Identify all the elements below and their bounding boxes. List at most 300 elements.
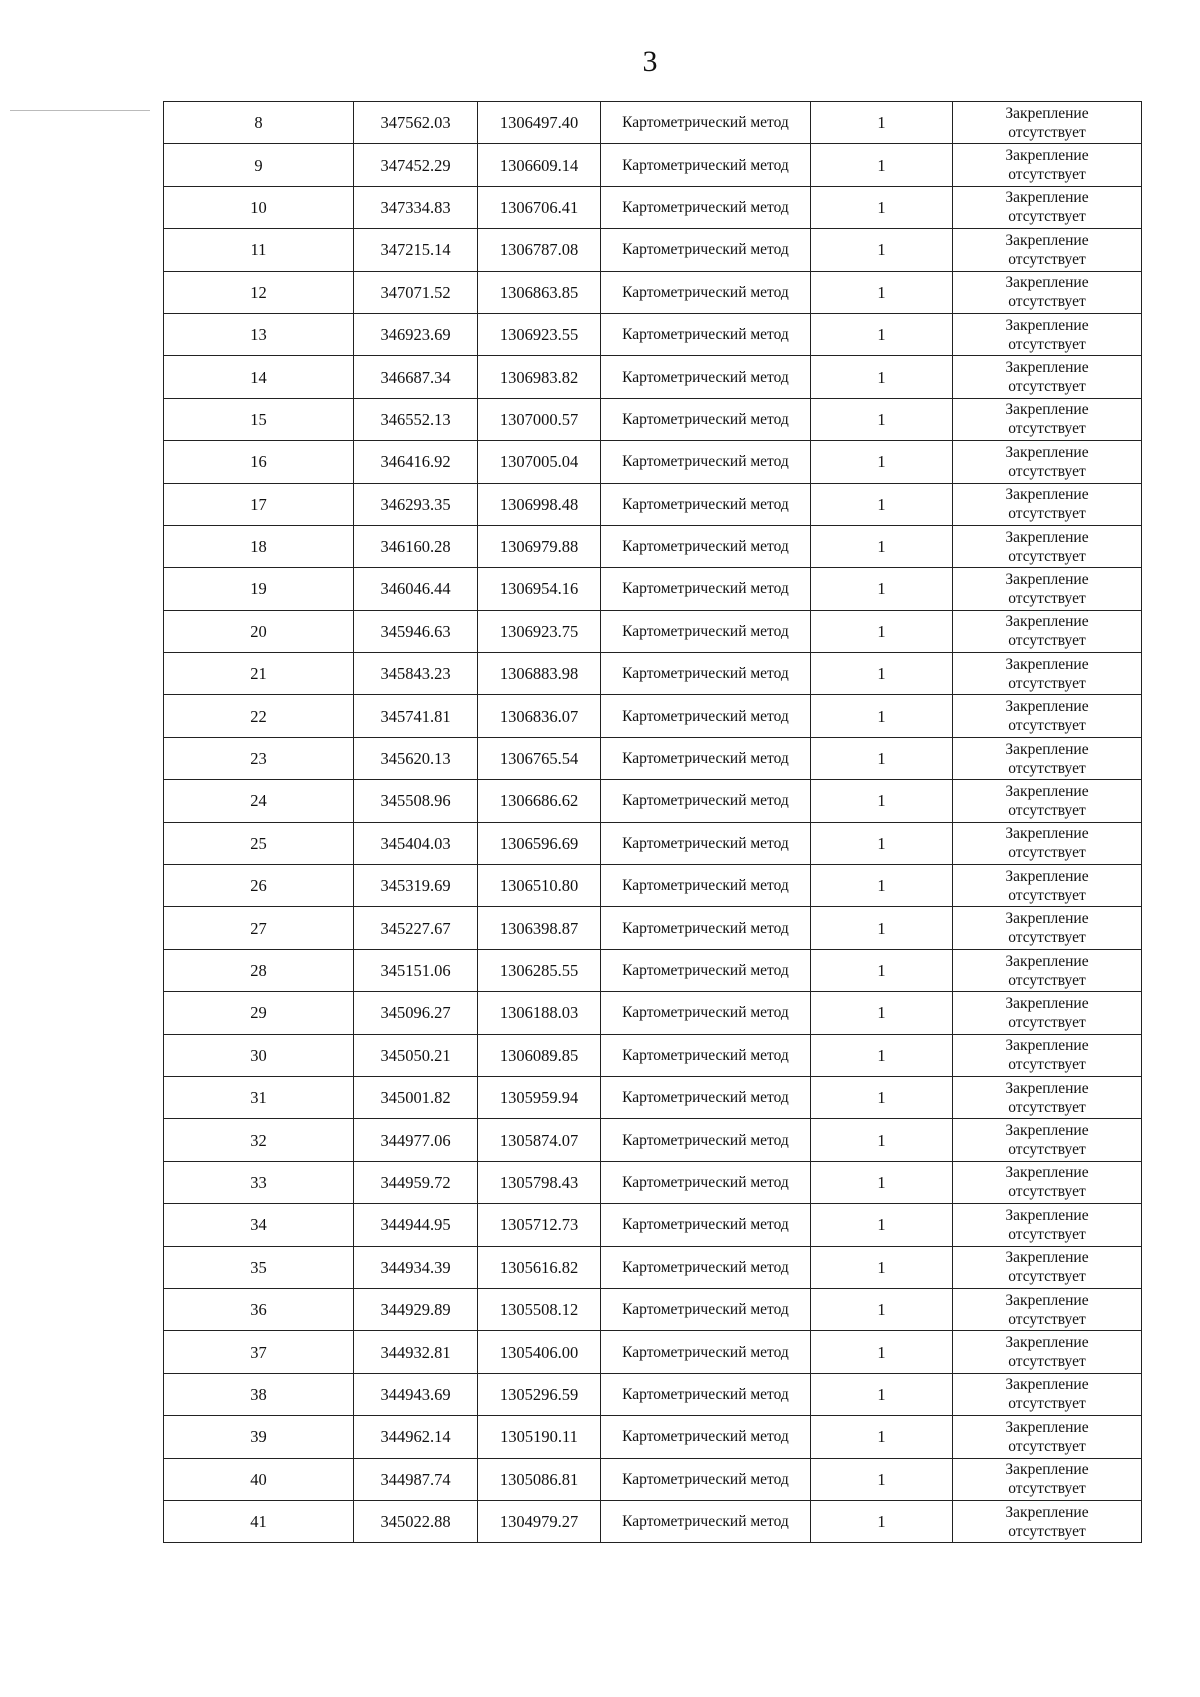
- coordinate-y-cell: 1306983.82: [478, 356, 601, 398]
- coordinate-y-cell: 1307000.57: [478, 398, 601, 440]
- accuracy-cell: 1: [811, 1161, 953, 1203]
- table-row: [164, 780, 1142, 822]
- coordinate-x-cell: 344929.89: [354, 1288, 478, 1330]
- fixation-cell: [953, 144, 1142, 186]
- fixation-text-line: Закрепление: [1005, 443, 1089, 461]
- point-number-cell: 27: [164, 907, 354, 949]
- coordinate-x-cell: 345050.21: [354, 1034, 478, 1076]
- accuracy-cell: 1: [811, 313, 953, 355]
- point-number-cell: 11: [164, 229, 354, 271]
- coordinate-x-cell: 345151.06: [354, 949, 478, 991]
- fixation-text-line: отсутствует: [1008, 1480, 1086, 1498]
- accuracy-cell: 1: [811, 992, 953, 1034]
- accuracy-cell: 1: [811, 695, 953, 737]
- coordinate-x-cell: 347215.14: [354, 229, 478, 271]
- coordinate-x-cell: 344977.06: [354, 1119, 478, 1161]
- fixation-text-line: отсутствует: [1008, 293, 1086, 311]
- coordinate-x-cell: 347562.03: [354, 102, 478, 144]
- table-row: [164, 865, 1142, 907]
- table-row: [164, 356, 1142, 398]
- fixation-text-line: Закрепление: [1005, 316, 1089, 334]
- accuracy-cell: 1: [811, 1458, 953, 1500]
- fixation-cell: [953, 313, 1142, 355]
- coordinate-y-cell: 1306836.07: [478, 695, 601, 737]
- fixation-text-line: Закрепление: [1005, 994, 1089, 1012]
- fixation-cell: [953, 1331, 1142, 1373]
- method-cell: Картометрический метод: [601, 1331, 811, 1373]
- table-row: [164, 1458, 1142, 1500]
- fixation-text-line: отсутствует: [1008, 929, 1086, 947]
- coordinate-x-cell: 346552.13: [354, 398, 478, 440]
- point-number-cell: 18: [164, 525, 354, 567]
- method-cell: Картометрический метод: [601, 865, 811, 907]
- coordinate-x-cell: 345620.13: [354, 737, 478, 779]
- coordinate-y-cell: 1305874.07: [478, 1119, 601, 1161]
- table-row: [164, 1161, 1142, 1203]
- table-row: [164, 1500, 1142, 1542]
- point-number-cell: 15: [164, 398, 354, 440]
- fixation-text-line: отсутствует: [1008, 166, 1086, 184]
- table-row: [164, 144, 1142, 186]
- fixation-cell: [953, 907, 1142, 949]
- method-cell: Картометрический метод: [601, 780, 811, 822]
- fixation-cell: [953, 1246, 1142, 1288]
- point-number-cell: 35: [164, 1246, 354, 1288]
- point-number-cell: 28: [164, 949, 354, 991]
- point-number-cell: 38: [164, 1373, 354, 1415]
- scan-artifact-line: [10, 110, 150, 111]
- fixation-text-line: Закрепление: [1005, 655, 1089, 673]
- method-cell: Картометрический метод: [601, 1034, 811, 1076]
- point-number-cell: 41: [164, 1500, 354, 1542]
- fixation-text-line: Закрепление: [1005, 867, 1089, 885]
- coordinate-y-cell: 1305086.81: [478, 1458, 601, 1500]
- boundary-points-table: [163, 101, 1142, 1543]
- coordinate-y-cell: 1306954.16: [478, 568, 601, 610]
- coordinate-y-cell: 1305406.00: [478, 1331, 601, 1373]
- accuracy-cell: 1: [811, 356, 953, 398]
- method-cell: Картометрический метод: [601, 992, 811, 1034]
- accuracy-cell: 1: [811, 1288, 953, 1330]
- point-number-cell: 21: [164, 653, 354, 695]
- fixation-text-line: отсутствует: [1008, 1395, 1086, 1413]
- point-number-cell: 19: [164, 568, 354, 610]
- fixation-text-line: Закрепление: [1005, 1164, 1089, 1182]
- method-cell: Картометрический метод: [601, 737, 811, 779]
- coordinate-x-cell: 346923.69: [354, 313, 478, 355]
- fixation-text-line: отсутствует: [1008, 589, 1086, 607]
- coordinate-x-cell: 345843.23: [354, 653, 478, 695]
- accuracy-cell: 1: [811, 1034, 953, 1076]
- fixation-cell: [953, 949, 1142, 991]
- fixation-text-line: Закрепление: [1005, 698, 1089, 716]
- coordinate-x-cell: 347452.29: [354, 144, 478, 186]
- coordinate-x-cell: 345741.81: [354, 695, 478, 737]
- accuracy-cell: 1: [811, 1500, 953, 1542]
- table-body: [164, 102, 1142, 1543]
- fixation-cell: [953, 525, 1142, 567]
- accuracy-cell: 1: [811, 398, 953, 440]
- coordinate-x-cell: 345404.03: [354, 822, 478, 864]
- fixation-cell: [953, 1458, 1142, 1500]
- fixation-text-line: отсутствует: [1008, 1098, 1086, 1116]
- fixation-cell: [953, 1373, 1142, 1415]
- table-row: [164, 525, 1142, 567]
- fixation-text-line: отсутствует: [1008, 1141, 1086, 1159]
- point-number-cell: 37: [164, 1331, 354, 1373]
- coordinate-x-cell: 345227.67: [354, 907, 478, 949]
- accuracy-cell: 1: [811, 949, 953, 991]
- point-number-cell: 9: [164, 144, 354, 186]
- method-cell: Картометрический метод: [601, 356, 811, 398]
- point-number-cell: 40: [164, 1458, 354, 1500]
- fixation-cell: [953, 441, 1142, 483]
- method-cell: Картометрический метод: [601, 271, 811, 313]
- fixation-text-line: Закрепление: [1005, 613, 1089, 631]
- fixation-cell: [953, 229, 1142, 271]
- point-number-cell: 31: [164, 1076, 354, 1118]
- page-number: 3: [642, 45, 658, 78]
- method-cell: Картометрический метод: [601, 822, 811, 864]
- fixation-text-line: отсутствует: [1008, 1310, 1086, 1328]
- coordinate-x-cell: 346416.92: [354, 441, 478, 483]
- fixation-text-line: отсутствует: [1008, 335, 1086, 353]
- coordinate-y-cell: 1305959.94: [478, 1076, 601, 1118]
- fixation-text-line: отсутствует: [1008, 1437, 1086, 1455]
- fixation-text-line: Закрепление: [1005, 1122, 1089, 1140]
- coordinate-y-cell: 1306979.88: [478, 525, 601, 567]
- accuracy-cell: 1: [811, 865, 953, 907]
- point-number-cell: 20: [164, 610, 354, 652]
- fixation-text-line: Закрепление: [1005, 1249, 1089, 1267]
- fixation-text-line: Закрепление: [1005, 1334, 1089, 1352]
- point-number-cell: 32: [164, 1119, 354, 1161]
- accuracy-cell: 1: [811, 610, 953, 652]
- table-row: [164, 695, 1142, 737]
- fixation-text-line: отсутствует: [1008, 420, 1086, 438]
- fixation-cell: [953, 822, 1142, 864]
- coordinate-y-cell: 1306998.48: [478, 483, 601, 525]
- fixation-cell: [953, 102, 1142, 144]
- coordinate-x-cell: 344944.95: [354, 1204, 478, 1246]
- fixation-cell: [953, 186, 1142, 228]
- point-number-cell: 34: [164, 1204, 354, 1246]
- method-cell: Картометрический метод: [601, 1246, 811, 1288]
- fixation-text-line: Закрепление: [1005, 952, 1089, 970]
- method-cell: Картометрический метод: [601, 229, 811, 271]
- fixation-text-line: отсутствует: [1008, 971, 1086, 989]
- coordinate-y-cell: 1305712.73: [478, 1204, 601, 1246]
- accuracy-cell: 1: [811, 1373, 953, 1415]
- coordinate-y-cell: 1305296.59: [478, 1373, 601, 1415]
- table-row: [164, 610, 1142, 652]
- fixation-text-line: Закрепление: [1005, 740, 1089, 758]
- accuracy-cell: 1: [811, 653, 953, 695]
- fixation-text-line: Закрепление: [1005, 104, 1089, 122]
- coordinate-y-cell: 1305798.43: [478, 1161, 601, 1203]
- coordinate-y-cell: 1304979.27: [478, 1500, 601, 1542]
- fixation-text-line: отсутствует: [1008, 505, 1086, 523]
- point-number-cell: 25: [164, 822, 354, 864]
- fixation-text-line: отсутствует: [1008, 674, 1086, 692]
- coordinate-x-cell: 345001.82: [354, 1076, 478, 1118]
- fixation-cell: [953, 653, 1142, 695]
- fixation-cell: [953, 610, 1142, 652]
- accuracy-cell: 1: [811, 1076, 953, 1118]
- point-number-cell: 10: [164, 186, 354, 228]
- fixation-text-line: Закрепление: [1005, 274, 1089, 292]
- fixation-text-line: отсутствует: [1008, 801, 1086, 819]
- coordinate-x-cell: 344934.39: [354, 1246, 478, 1288]
- fixation-text-line: Закрепление: [1005, 910, 1089, 928]
- coordinate-x-cell: 346160.28: [354, 525, 478, 567]
- coordinate-y-cell: 1305190.11: [478, 1416, 601, 1458]
- method-cell: Картометрический метод: [601, 1161, 811, 1203]
- fixation-text-line: Закрепление: [1005, 1418, 1089, 1436]
- fixation-text-line: отсутствует: [1008, 547, 1086, 565]
- accuracy-cell: 1: [811, 568, 953, 610]
- table-row: [164, 568, 1142, 610]
- fixation-cell: [953, 737, 1142, 779]
- table-row: [164, 1331, 1142, 1373]
- point-number-cell: 29: [164, 992, 354, 1034]
- fixation-cell: [953, 398, 1142, 440]
- coordinate-x-cell: 344959.72: [354, 1161, 478, 1203]
- accuracy-cell: 1: [811, 737, 953, 779]
- point-number-cell: 22: [164, 695, 354, 737]
- fixation-cell: [953, 1034, 1142, 1076]
- coordinate-x-cell: 344943.69: [354, 1373, 478, 1415]
- fixation-text-line: отсутствует: [1008, 1056, 1086, 1074]
- table-row: [164, 1119, 1142, 1161]
- method-cell: Картометрический метод: [601, 1373, 811, 1415]
- point-number-cell: 30: [164, 1034, 354, 1076]
- accuracy-cell: 1: [811, 1331, 953, 1373]
- accuracy-cell: 1: [811, 1204, 953, 1246]
- coordinate-y-cell: 1306863.85: [478, 271, 601, 313]
- coordinate-y-cell: 1306706.41: [478, 186, 601, 228]
- fixation-text-line: Закрепление: [1005, 359, 1089, 377]
- coordinate-y-cell: 1306609.14: [478, 144, 601, 186]
- table-row: [164, 271, 1142, 313]
- fixation-text-line: Закрепление: [1005, 1461, 1089, 1479]
- table-row: [164, 186, 1142, 228]
- method-cell: Картометрический метод: [601, 1500, 811, 1542]
- coordinate-y-cell: 1306089.85: [478, 1034, 601, 1076]
- fixation-text-line: отсутствует: [1008, 886, 1086, 904]
- coordinate-x-cell: 347071.52: [354, 271, 478, 313]
- table-row: [164, 1246, 1142, 1288]
- coordinate-x-cell: 346687.34: [354, 356, 478, 398]
- table-row: [164, 102, 1142, 144]
- point-number-cell: 24: [164, 780, 354, 822]
- table-row: [164, 1076, 1142, 1118]
- fixation-text-line: Закрепление: [1005, 231, 1089, 249]
- point-number-cell: 12: [164, 271, 354, 313]
- method-cell: Картометрический метод: [601, 313, 811, 355]
- fixation-text-line: Закрепление: [1005, 825, 1089, 843]
- fixation-text-line: Закрепление: [1005, 1037, 1089, 1055]
- coordinate-y-cell: 1306188.03: [478, 992, 601, 1034]
- method-cell: Картометрический метод: [601, 695, 811, 737]
- fixation-text-line: Закрепление: [1005, 401, 1089, 419]
- fixation-cell: [953, 1204, 1142, 1246]
- table-row: [164, 822, 1142, 864]
- fixation-text-line: Закрепление: [1005, 1376, 1089, 1394]
- fixation-cell: [953, 992, 1142, 1034]
- fixation-text-line: отсутствует: [1008, 1013, 1086, 1031]
- coordinate-x-cell: 345508.96: [354, 780, 478, 822]
- fixation-cell: [953, 865, 1142, 907]
- method-cell: Картометрический метод: [601, 483, 811, 525]
- table-row: [164, 653, 1142, 695]
- method-cell: Картометрический метод: [601, 398, 811, 440]
- coordinate-y-cell: 1306285.55: [478, 949, 601, 991]
- accuracy-cell: 1: [811, 186, 953, 228]
- point-number-cell: 14: [164, 356, 354, 398]
- table-row: [164, 1204, 1142, 1246]
- method-cell: Картометрический метод: [601, 1204, 811, 1246]
- coordinate-x-cell: 346046.44: [354, 568, 478, 610]
- coordinate-y-cell: 1306497.40: [478, 102, 601, 144]
- fixation-cell: [953, 1416, 1142, 1458]
- coordinate-x-cell: 345096.27: [354, 992, 478, 1034]
- method-cell: Картометрический метод: [601, 1076, 811, 1118]
- coordinate-x-cell: 344987.74: [354, 1458, 478, 1500]
- accuracy-cell: 1: [811, 229, 953, 271]
- fixation-text-line: отсутствует: [1008, 717, 1086, 735]
- table-row: [164, 229, 1142, 271]
- coordinate-x-cell: 347334.83: [354, 186, 478, 228]
- method-cell: Картометрический метод: [601, 102, 811, 144]
- coordinate-x-cell: 345946.63: [354, 610, 478, 652]
- point-number-cell: 39: [164, 1416, 354, 1458]
- fixation-cell: [953, 356, 1142, 398]
- coordinate-y-cell: 1307005.04: [478, 441, 601, 483]
- fixation-text-line: отсутствует: [1008, 632, 1086, 650]
- method-cell: Картометрический метод: [601, 1416, 811, 1458]
- fixation-text-line: отсутствует: [1008, 1183, 1086, 1201]
- accuracy-cell: 1: [811, 102, 953, 144]
- fixation-cell: [953, 1288, 1142, 1330]
- coordinate-y-cell: 1306923.75: [478, 610, 601, 652]
- method-cell: Картометрический метод: [601, 1458, 811, 1500]
- accuracy-cell: 1: [811, 525, 953, 567]
- fixation-cell: [953, 1161, 1142, 1203]
- fixation-text-line: отсутствует: [1008, 1268, 1086, 1286]
- method-cell: Картометрический метод: [601, 144, 811, 186]
- coordinate-y-cell: 1306787.08: [478, 229, 601, 271]
- coordinate-y-cell: 1306923.55: [478, 313, 601, 355]
- fixation-text-line: отсутствует: [1008, 208, 1086, 226]
- coordinate-x-cell: 345319.69: [354, 865, 478, 907]
- method-cell: Картометрический метод: [601, 1288, 811, 1330]
- method-cell: Картометрический метод: [601, 610, 811, 652]
- fixation-text-line: Закрепление: [1005, 1291, 1089, 1309]
- point-number-cell: 33: [164, 1161, 354, 1203]
- table-row: [164, 1288, 1142, 1330]
- fixation-cell: [953, 1119, 1142, 1161]
- accuracy-cell: 1: [811, 822, 953, 864]
- table-row: [164, 992, 1142, 1034]
- fixation-text-line: отсутствует: [1008, 759, 1086, 777]
- coordinate-y-cell: 1306398.87: [478, 907, 601, 949]
- table-row: [164, 1034, 1142, 1076]
- fixation-text-line: Закрепление: [1005, 1503, 1089, 1521]
- method-cell: Картометрический метод: [601, 525, 811, 567]
- accuracy-cell: 1: [811, 441, 953, 483]
- accuracy-cell: 1: [811, 271, 953, 313]
- method-cell: Картометрический метод: [601, 907, 811, 949]
- coordinate-y-cell: 1306883.98: [478, 653, 601, 695]
- accuracy-cell: 1: [811, 483, 953, 525]
- fixation-text-line: отсутствует: [1008, 250, 1086, 268]
- point-number-cell: 23: [164, 737, 354, 779]
- method-cell: Картометрический метод: [601, 653, 811, 695]
- fixation-text-line: отсутствует: [1008, 123, 1086, 141]
- fixation-text-line: Закрепление: [1005, 1206, 1089, 1224]
- coordinate-y-cell: 1306686.62: [478, 780, 601, 822]
- fixation-text-line: Закрепление: [1005, 147, 1089, 165]
- fixation-text-line: Закрепление: [1005, 189, 1089, 207]
- accuracy-cell: 1: [811, 1246, 953, 1288]
- fixation-text-line: Закрепление: [1005, 1079, 1089, 1097]
- point-number-cell: 13: [164, 313, 354, 355]
- coordinate-y-cell: 1306510.80: [478, 865, 601, 907]
- point-number-cell: 16: [164, 441, 354, 483]
- method-cell: Картометрический метод: [601, 186, 811, 228]
- fixation-text-line: отсутствует: [1008, 1225, 1086, 1243]
- fixation-cell: [953, 695, 1142, 737]
- coordinate-y-cell: 1305508.12: [478, 1288, 601, 1330]
- accuracy-cell: 1: [811, 144, 953, 186]
- coordinate-x-cell: 344962.14: [354, 1416, 478, 1458]
- table-row: [164, 737, 1142, 779]
- fixation-text-line: Закрепление: [1005, 528, 1089, 546]
- method-cell: Картометрический метод: [601, 949, 811, 991]
- table-row: [164, 313, 1142, 355]
- method-cell: Картометрический метод: [601, 1119, 811, 1161]
- fixation-cell: [953, 568, 1142, 610]
- accuracy-cell: 1: [811, 780, 953, 822]
- fixation-text-line: Закрепление: [1005, 782, 1089, 800]
- coordinate-x-cell: 344932.81: [354, 1331, 478, 1373]
- fixation-text-line: Закрепление: [1005, 486, 1089, 504]
- coordinate-x-cell: 345022.88: [354, 1500, 478, 1542]
- fixation-cell: [953, 780, 1142, 822]
- accuracy-cell: 1: [811, 1119, 953, 1161]
- fixation-text-line: отсутствует: [1008, 844, 1086, 862]
- accuracy-cell: 1: [811, 1416, 953, 1458]
- fixation-cell: [953, 1076, 1142, 1118]
- point-number-cell: 36: [164, 1288, 354, 1330]
- table-row: [164, 441, 1142, 483]
- fixation-cell: [953, 483, 1142, 525]
- table-row: [164, 907, 1142, 949]
- table-row: [164, 1373, 1142, 1415]
- coordinate-y-cell: 1305616.82: [478, 1246, 601, 1288]
- fixation-text-line: отсутствует: [1008, 1353, 1086, 1371]
- fixation-text-line: отсутствует: [1008, 1522, 1086, 1540]
- fixation-text-line: отсутствует: [1008, 378, 1086, 396]
- fixation-cell: [953, 271, 1142, 313]
- accuracy-cell: 1: [811, 907, 953, 949]
- point-number-cell: 8: [164, 102, 354, 144]
- table-row: [164, 1416, 1142, 1458]
- table-row: [164, 398, 1142, 440]
- method-cell: Картометрический метод: [601, 441, 811, 483]
- method-cell: Картометрический метод: [601, 568, 811, 610]
